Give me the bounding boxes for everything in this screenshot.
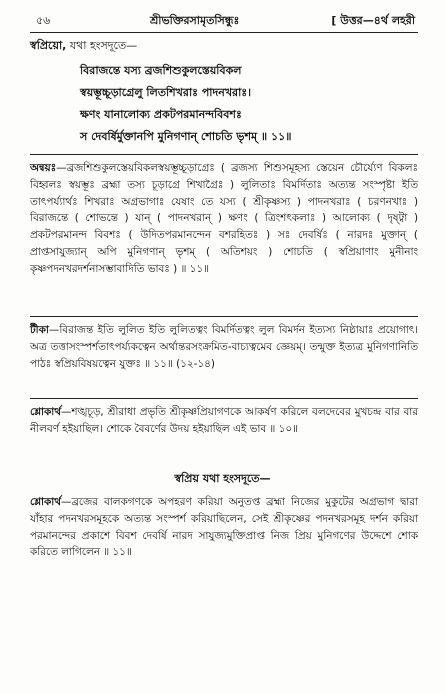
subheading: স্বপ্রিয় যথা হংসদূতে— (174, 472, 271, 485)
verse-line: ক্ষণং যানালোক্য প্রকটপরমানন্দবিবশঃ (80, 108, 242, 121)
verse-line: বিরাজন্তে যস্য ব্রজশিশুকুলস্তেয়বিকল (80, 64, 242, 77)
page-number: ৫৬ (36, 14, 51, 27)
anvaya-paragraph (30, 160, 418, 278)
tika-paragraph (30, 322, 418, 372)
shlokartha-lead: শ্লোকার্থ (30, 406, 62, 418)
anvaya-lead: অন্বয়ঃ (30, 162, 57, 174)
shlokartha-paragraph (30, 404, 418, 438)
shlokartha-paragraph-2 (30, 494, 418, 561)
verse-line: স দেবর্ষির্মুক্তানপি মুনিগণান্ শোচতি ভৃশম্ ॥ ১১॥ (80, 130, 292, 143)
intro-line (30, 38, 418, 55)
section-divider (30, 398, 418, 399)
section-divider (30, 154, 418, 155)
shlokartha-text-2: —ব্রজের বালকগণকে অপহরণ করিয়া অনুতপ্ত ব্রহ্মা নিজের মুকুটের অগ্রভাগ দ্বারা যাঁহার পদনখরসমূহকে অত্যন্ত সংস্পর্শ করিয়াছিলেন, সেই শ্রীকৃষ্ণের পদনখরসমূহ দর্শন করিয়া পরমানন্দের প্রকাশে বিবশ দেবর্ষি নারদ সাযুজ্যমুক্তিপ্রাপ্ত নিজ প্রিয় মুনিগণের উদ্দেশে শোক করিতে লাগিলেন ॥ ১১॥ (30, 496, 418, 559)
section-divider (30, 316, 418, 317)
anvaya-text: —ব্রজশিশুকুলস্তেয়বিকলস্বয়ম্ভূচ্চূড়াগ্রেঃ ( ব্রজস্য শিশুসমূহস্য স্তেয়েন চৌর্য্যেণ বিকলঃ বিহ্বলঃ স্বয়ম্ভূঃ ব্রহ্মা তস্য চূড়াগ্রে শিখাগ্রৈঃ ) লুলিতাঃ বিমর্দিতাঃ অত্যন্ত সংস্পৃষ্টা ইতি তাৎপর্য্যার্থঃ শিখরাঃ অগ্রভাগাঃ যেষাং তে যস্য ( শ্রীকৃষ্ণস্য ) পাদনখরাঃ ( চরণনখাঃ ) বিরাজন্তে ( শোভন্তে ) যান্ ( পাদনখরান্ ) ক্ষণং ( ত্রিংশৎকলাঃ ) আলোক্য ( দৃষ্ট্বা ) প্রকটপরমানন্দ বিবশঃ ( উদিতপরমানন্দেন বশরহিতঃ ) সঃ দেবর্ষিঃ ( নারদঃ মুক্তান্ ( প্রাপ্তসাযুজ্যান্ অপি মুনিগণান্ ভৃশম্ ( অতিশয়ং ) শোচতি ( স্বপ্রিয়াণাং মুনীনাং কৃষ্ণপদনখরদর্শনাসম্ভাবাদিতি ভাবঃ ) ॥ ১১॥ (30, 162, 418, 275)
shlokartha-text: —শঙ্খচূড়, শ্রীরাধা প্রভৃতি শ্রীকৃষ্ণপ্রিয়াগণকে আকর্ষণ করিলে বলদেবের মুখচন্দ্র বার বার নীলবর্ণ হইয়াছিল। শোকে বৈবর্ণের উদয় হইয়াছিল এই ভাব ॥ ১০॥ (30, 406, 418, 435)
header-divider (30, 32, 418, 33)
tika-text: —বিরাজন্ত ইতি লুলিত ইতি লুলিতত্বং বিমর্দিতত্বং লুল বিমর্দন ইত্যস্য নিষ্ঠায়াঃ প্রয়োগাৎ। অত্র তত্তাসংস্পর্শতাৎপর্য্যকত্বেন অর্থান্তরসংক্রমিত-বাচ্যত্বমেব জ্ঞেয়ম্। তন্মুক্ত ইত্যত্র মুনিগণানিতি পাঠঃ স্বপ্রিয়বিষয়ত্বেন যুক্তঃ ॥ ১১॥ (১২-১৪) (30, 324, 418, 370)
shlokartha-lead-2: শ্লোকার্থ (30, 496, 62, 508)
book-title: শ্রীভক্তিরসামৃতসিন্ধুঃ (150, 14, 240, 27)
verse-line: স্বয়ম্ভূচ্চূড়াগ্রেলু লিতশিখরাঃ পাদনখরাঃ। (80, 86, 252, 99)
sanskrit-verse (80, 60, 420, 148)
running-header (0, 12, 445, 30)
intro-lead: স্বপ্রিয়ো, (30, 39, 67, 52)
intro-text: যথা হংসদূতে— (66, 39, 138, 52)
section-label: [ উত্তর—৪র্থ লহরী (331, 14, 415, 27)
tika-lead: টীকা (30, 324, 49, 336)
